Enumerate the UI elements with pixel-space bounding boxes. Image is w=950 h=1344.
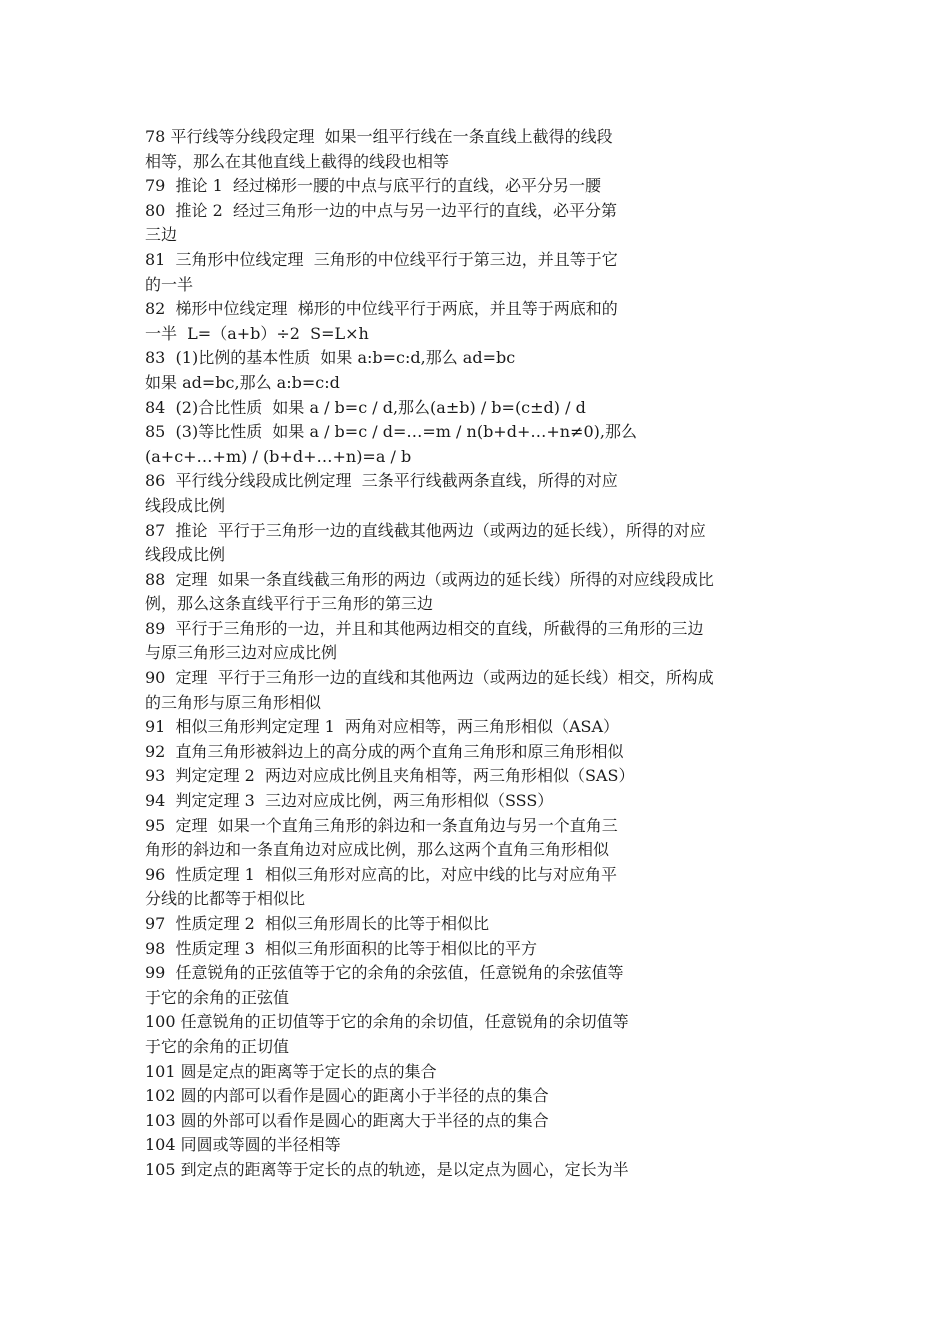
text-line: 线段成比例 [145, 495, 226, 515]
text-line: 的三角形与原三角形相似 [145, 692, 322, 712]
text-line: 于它的余角的正弦值 [145, 987, 290, 1007]
text-line: 104 同圆或等圆的半径相等 [145, 1135, 341, 1155]
text-line: 94 判定定理 3 三边对应成比例，两三角形相似（SSS） [145, 791, 554, 811]
text-line: 84 (2)合比性质 如果 a / b=c / d,那么(a±b) / b=(c±d) / d [145, 397, 586, 417]
text-line: 93 判定定理 2 两边对应成比例且夹角相等，两三角形相似（SAS） [145, 766, 635, 786]
text-line: 101 圆是定点的距离等于定长的点的集合 [145, 1061, 437, 1081]
text-line: 78 平行线等分线段定理 如果一组平行线在一条直线上截得的线段 [145, 127, 613, 146]
text-line: 85 (3)等比性质 如果 a / b=c / d=…=m / n(b+d+…+n≠0),那么 [145, 422, 637, 442]
text-line: 86 平行线分线段成比例定理 三条平行线截两条直线，所得的对应 [145, 471, 618, 491]
text-line: 88 定理 如果一条直线截三角形的两边（或两边的延长线）所得的对应线段成比 [145, 569, 714, 589]
text-line: 线段成比例 [145, 545, 226, 565]
text-line: 的一半 [145, 274, 194, 294]
text-line: 96 性质定理 1 相似三角形对应高的比，对应中线的比与对应角平 [145, 864, 617, 884]
text-line: 分线的比都等于相似比 [145, 889, 306, 909]
text-line: 97 性质定理 2 相似三角形周长的比等于相似比 [145, 914, 489, 933]
text-line: 102 圆的内部可以看作是圆心的距离小于半径的点的集合 [145, 1086, 549, 1106]
text-line: 90 定理 平行于三角形一边的直线和其他两边（或两边的延长线）相交，所构成 [145, 668, 714, 688]
document-text-body [145, 125, 825, 1183]
text-line: 三边 [145, 225, 178, 245]
text-line: 79 推论 1 经过梯形一腰的中点与底平行的直线，必平分另一腰 [145, 176, 601, 196]
text-line: 83 (1)比例的基本性质 如果 a:b=c:d,那么 ad=bc [145, 348, 516, 368]
text-line: 103 圆的外部可以看作是圆心的距离大于半径的点的集合 [145, 1110, 549, 1130]
text-line: 81 三角形中位线定理 三角形的中位线平行于第三边，并且等于它 [145, 249, 618, 269]
text-line: 98 性质定理 3 相似三角形面积的比等于相似比的平方 [145, 938, 537, 958]
text-line: 91 相似三角形判定定理 1 两角对应相等，两三角形相似（ASA） [145, 717, 620, 737]
text-line: 相等，那么在其他直线上截得的线段也相等 [145, 151, 450, 171]
text-line: 例，那么这条直线平行于三角形的第三边 [145, 594, 434, 614]
text-line: 于它的余角的正切值 [145, 1036, 290, 1056]
text-line: 99 任意锐角的正弦值等于它的余角的余弦值，任意锐角的余弦值等 [145, 963, 624, 983]
text-line: 92 直角三角形被斜边上的高分成的两个直角三角形和原三角形相似 [145, 741, 624, 761]
text-line: 如果 ad=bc,那么 a:b=c:d [145, 372, 340, 392]
text-line: 82 梯形中位线定理 梯形的中位线平行于两底，并且等于两底和的 [145, 299, 618, 319]
text-line: 87 推论 平行于三角形一边的直线截其他两边（或两边的延长线），所得的对应 [145, 520, 706, 540]
text-line: 100 任意锐角的正切值等于它的余角的余切值，任意锐角的余切值等 [145, 1012, 629, 1032]
text-line: (a+c+…+m) / (b+d+…+n)=a / b [145, 446, 412, 466]
text-line: 角形的斜边和一条直角边对应成比例，那么这两个直角三角形相似 [145, 840, 610, 860]
text-line: 95 定理 如果一个直角三角形的斜边和一条直角边与另一个直角三 [145, 815, 618, 835]
text-line: 一半 L=（a+b）÷2 S=L×h [145, 323, 369, 343]
text-line: 80 推论 2 经过三角形一边的中点与另一边平行的直线，必平分第 [145, 200, 617, 220]
text-line: 105 到定点的距离等于定长的点的轨迹，是以定点为圆心，定长为半 [145, 1159, 629, 1179]
text-line: 与原三角形三边对应成比例 [145, 643, 338, 663]
text-line: 89 平行于三角形的一边，并且和其他两边相交的直线，所截得的三角形的三边 [145, 618, 704, 638]
